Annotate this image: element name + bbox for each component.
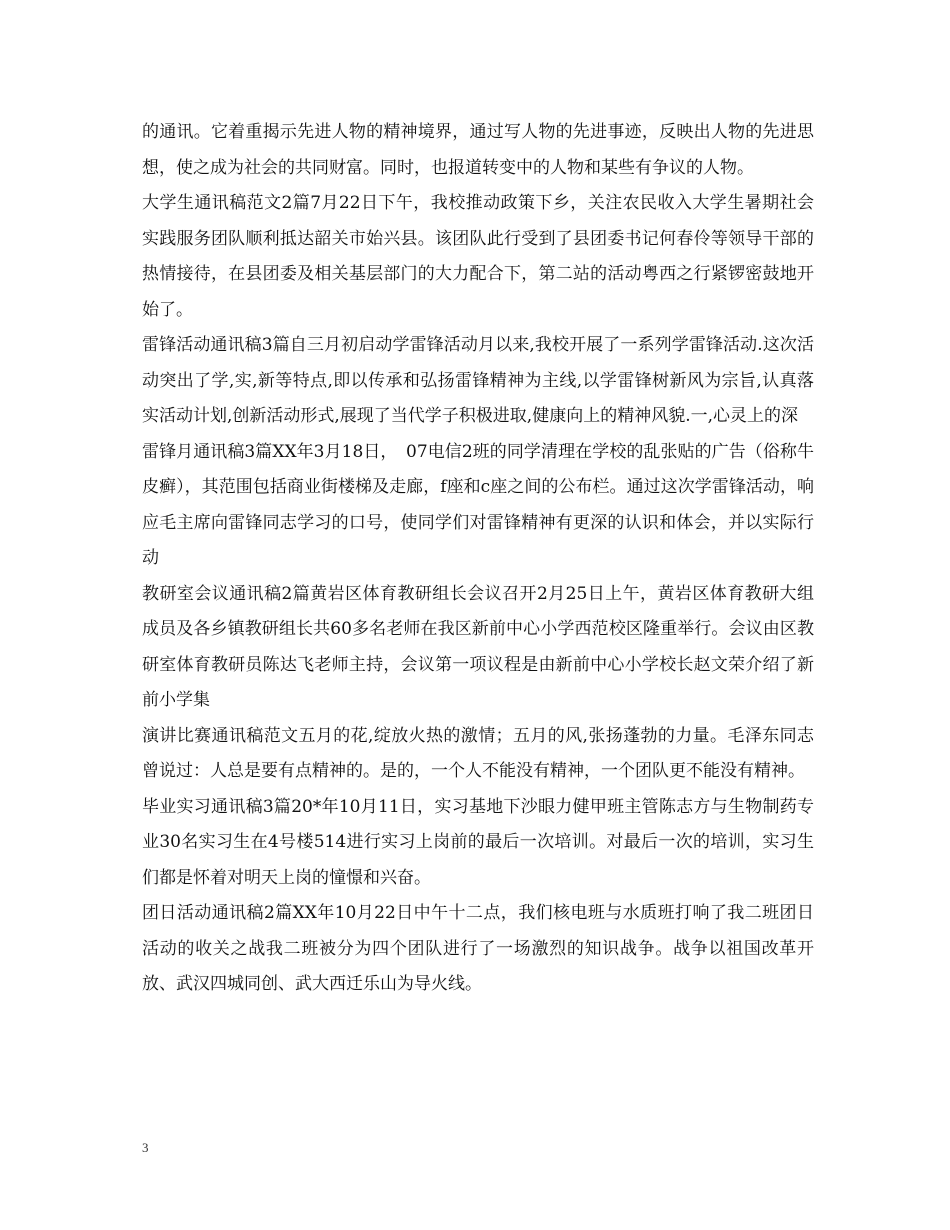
page-number: 3 [142, 1140, 149, 1155]
paragraph: 的通讯。它着重揭示先进人物的精神境界，通过写人物的先进事迹，反映出人物的先进思想，使之成为社会的共同财富。同时，也报道转变中的人物和某些有争议的人物。 [142, 122, 814, 178]
paragraph: 雷锋活动通讯稿3篇自三月初启动学雷锋活动月以来,我校开展了一系列学雷锋活动.这次活动突出了学,实,新等特点,即以传承和弘扬雷锋精神为主线,以学雷锋树新风为宗旨,认真落实活动计划,创新活动形式,展现了当代学子积极进取,健康向上的精神风貌.一,心灵上的深 [142, 335, 814, 426]
paragraph: 毕业实习通讯稿3篇20*年10月11日，实习基地下沙眼力健甲班主管陈志方与生物制药专业30名实习生在4号楼514进行实习上岗前的最后一次培训。对最后一次的培训，实习生们都是怀着对明天上岗的憧憬和兴奋。 [142, 796, 814, 888]
paragraph: 教研室会议通讯稿2篇黄岩区体育教研组长会议召开2月25日上午，黄岩区体育教研大组成员及各乡镇教研组长共60多名老师在我区新前中心小学西范校区隆重举行。会议由区教研室体育教研员陈达飞老师主持，会议第一项议程是由新前中心小学校长赵文荣介绍了新前小学集 [142, 583, 814, 710]
paragraph: 演讲比赛通讯稿范文五月的花,绽放火热的激情；五月的风,张扬蓬勃的力量。毛泽东同志曾说过：人总是要有点精神的。是的，一个人不能没有精神，一个团队更不能没有精神。 [142, 725, 814, 781]
document-body [142, 115, 814, 1003]
paragraph: 雷锋月通讯稿3篇XX年3月18日， 07电信2班的同学清理在学校的乱张贴的广告（俗称牛皮癣），其范围包括商业街楼梯及走廊，f座和c座之间的公布栏。通过这次学雷锋活动，响应毛主席向雷锋同志学习的口号，使同学们对雷锋精神有更深的认识和体会，并以实际行动 [142, 441, 814, 568]
paragraph: 大学生通讯稿范文2篇7月22日下午，我校推动政策下乡，关注农民收入大学生暑期社会实践服务团队顺利抵达韶关市始兴县。该团队此行受到了县团委书记何春伶等领导干部的热情接待，在县团委及相关基层部门的大力配合下，第二站的活动粤西之行紧锣密鼓地开始了。 [142, 193, 814, 320]
paragraph: 团日活动通讯稿2篇XX年10月22日中午十二点，我们核电班与水质班打响了我二班团日活动的收关之战我二班被分为四个团队进行了一场激烈的知识战争。战争以祖国改革开放、武汉四城同创、武大西迁乐山为导火线。 [142, 903, 814, 994]
